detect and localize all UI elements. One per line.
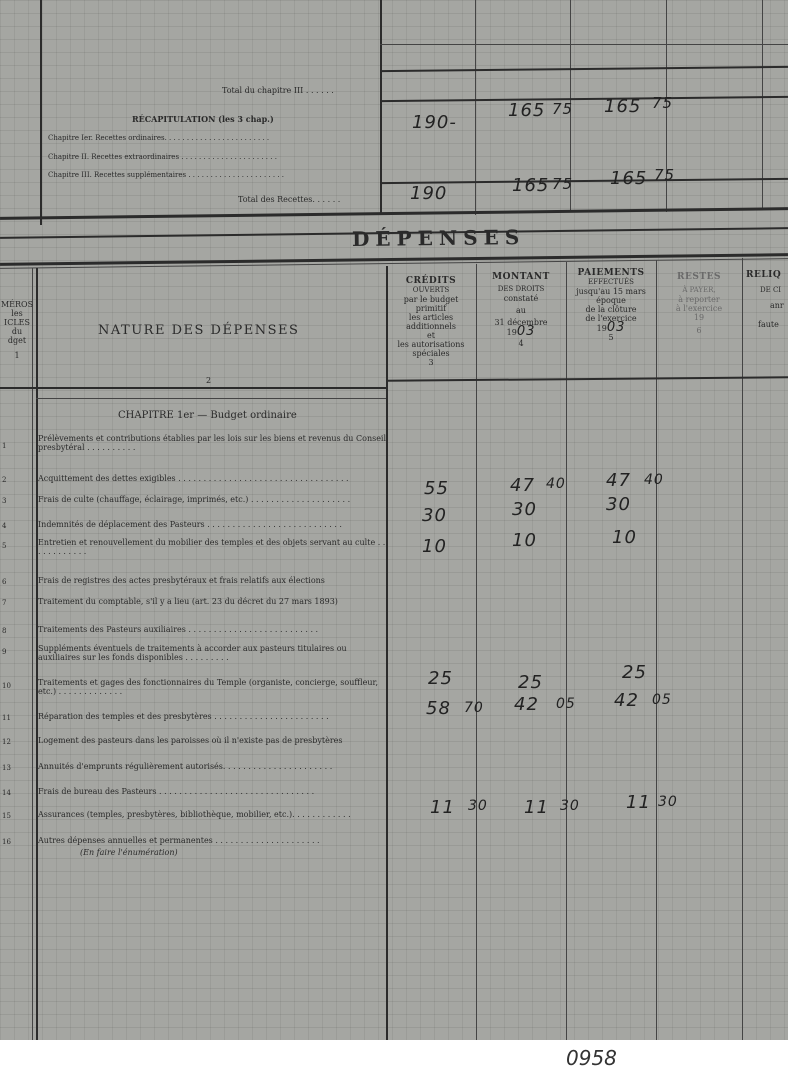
col2-number: 2 <box>206 376 212 385</box>
section-rule <box>0 207 788 220</box>
expense-row-label: Entretien et renouvellement du mobilier des temples et des objets servant au culte . . . . . . . . . . . . <box>38 538 386 556</box>
handwritten-paiement: 30 <box>606 494 631 515</box>
handwritten-credit: 58 <box>426 698 451 719</box>
handwritten-credit: 10 <box>422 536 447 557</box>
recap-row: Chapitre III. Recettes supplémentaires . . . . . . . . . . . . . . . . . . . . . . <box>48 171 285 179</box>
handwritten-value: 75 <box>552 100 574 118</box>
handwritten-montant: 30 <box>512 499 537 520</box>
handwritten-credit-cents: 70 <box>464 700 484 716</box>
handwritten-total: 165 <box>512 175 550 196</box>
reliquats-header: RELIQ DE CI anr faute <box>746 270 784 329</box>
row-line <box>380 66 788 72</box>
expense-row-label: Réparation des temples et des presbytères . . . . . . . . . . . . . . . . . . . . . . . <box>38 712 329 721</box>
row-number: 14 <box>2 789 11 797</box>
expense-row-label: Assurances (temples, presbytères, bibliothèque, mobilier, etc.). . . . . . . . . . . . <box>38 810 351 819</box>
row-number: 6 <box>2 578 7 586</box>
row-number: 2 <box>2 476 7 484</box>
handwritten-credit: 25 <box>428 668 453 689</box>
handwritten-montant: 10 <box>512 530 537 551</box>
handwritten-montant: 47 <box>510 475 535 496</box>
expense-row-label: Frais de culte (chauffage, éclairage, imprimés, etc.) . . . . . . . . . . . . . . . . . . . . <box>38 495 351 504</box>
section-title: DÉPENSES <box>351 224 526 252</box>
header-rule <box>36 398 386 399</box>
handwritten-montant-cents: 05 <box>556 696 576 712</box>
expense-row-label: Frais de bureau des Pasteurs . . . . . . . . . . . . . . . . . . . . . . . . . . . . . . . <box>38 787 315 796</box>
handwritten-montant-cents: 40 <box>546 476 566 492</box>
handwritten-paiement-cents: 05 <box>652 692 672 708</box>
expense-row-label: Logement des pasteurs dans les paroisses où il n'existe pas de presbytères <box>38 736 343 745</box>
handwritten-paiement-cents: 30 <box>658 794 678 810</box>
column-divider <box>32 268 33 1040</box>
expense-row-label: Prélèvements et contributions établies par les lois sur les biens et revenus du Conseil presbytéral . . . . . . . . . . <box>38 434 387 452</box>
row-number: 16 <box>2 838 11 846</box>
handwritten-total: 75 <box>654 166 676 184</box>
handwritten-credit-cents: 30 <box>468 798 488 814</box>
row-line <box>380 44 788 45</box>
handwritten-paiement: 10 <box>612 527 637 548</box>
row-number: 3 <box>2 497 7 505</box>
handwritten-paiement-cents: 40 <box>644 472 664 488</box>
row-number: 5 <box>2 542 7 550</box>
handwritten-paiement: 47 <box>606 470 631 491</box>
total-chapitre-3-label: Total du chapitre III . . . . . . <box>222 86 334 95</box>
chapter-title: CHAPITRE 1er — Budget ordinaire <box>118 410 297 421</box>
row-number: 13 <box>2 764 11 772</box>
row-number: 7 <box>2 599 7 607</box>
recap-row: Chapitre II. Recettes extraordinaires . . . . . . . . . . . . . . . . . . . . . . <box>48 153 277 161</box>
row-number: 4 <box>2 522 7 530</box>
montant-header: MONTANT DES DROITS constaté au 31 décembre 1903 4 <box>492 272 550 348</box>
handwritten-paiement: 42 <box>614 690 639 711</box>
handwritten-total: 190 <box>410 183 448 204</box>
handwritten-total: 75 <box>552 175 574 193</box>
expense-row-label: Traitements des Pasteurs auxiliaires . . . . . . . . . . . . . . . . . . . . . . . . . . <box>38 625 319 634</box>
handwritten-paiement: 25 <box>622 662 647 683</box>
row-number: 15 <box>2 812 11 820</box>
expense-row-label: Autres dépenses annuelles et permanentes . . . . . . . . . . . . . . . . . . . . . <box>38 836 320 845</box>
enumeration-note: (En faire l'énumération) <box>80 848 178 857</box>
row-line <box>380 96 788 102</box>
expense-row-label: Annuités d'emprunts régulièrement autorisés. . . . . . . . . . . . . . . . . . . . . . <box>38 762 333 771</box>
handwritten-total: 165 <box>610 168 648 189</box>
expense-row-label: Indemnités de déplacement des Pasteurs . . . . . . . . . . . . . . . . . . . . . . . . . . . <box>38 520 342 529</box>
header-rule <box>0 387 386 389</box>
credits-header: CRÉDITS OUVERTS par le budget primitif les articles additionnels et les autorisations spéciales 3 <box>397 276 465 367</box>
row-number: 10 <box>2 682 11 690</box>
handwritten-montant: 42 <box>514 694 539 715</box>
header-rule <box>386 376 788 382</box>
paiements-header: PAIEMENTS EFFECTUÉS jusqu'au 15 mars époque de la clôture de l'exercice 1903 5 <box>576 268 646 342</box>
row-number: 1 <box>2 442 7 450</box>
total-recettes-label: Total des Recettes. . . . . . <box>238 195 341 204</box>
row-number: 8 <box>2 627 7 635</box>
handwritten-paiement: 11 <box>626 792 651 813</box>
expense-row-label: Frais de registres des actes presbytéraux et frais relatifs aux élections <box>38 576 325 585</box>
expense-row-label: Acquittement des dettes exigibles . . . . . . . . . . . . . . . . . . . . . . . . . . . . . . . . . . <box>38 474 349 483</box>
handwritten-credit: 11 <box>430 797 455 818</box>
restes-header: RESTES À PAYER, à reporter à l'exercice 19 6 <box>675 272 723 335</box>
page-number: 0958 <box>566 1046 617 1070</box>
handwritten-value: 75 <box>652 94 674 112</box>
expense-row-label: Suppléments éventuels de traitements à accorder aux pasteurs titulaires ou auxiliaires sur les fonds disponibles . . . . . . . . . <box>38 644 347 662</box>
col1-header: MÉROS les ICLES du dget 1 <box>0 300 34 360</box>
handwritten-montant-cents: 30 <box>560 798 580 814</box>
row-number: 9 <box>2 648 7 656</box>
column-divider <box>742 258 743 1040</box>
nature-des-depenses-header: NATURE DES DÉPENSES <box>98 323 300 338</box>
expense-row-label: Traitements et gages des fonctionnaires du Temple (organiste, concierge, souffleur, etc.) . . . . . . . . . . . . . <box>38 678 378 696</box>
handwritten-value: 165 <box>604 96 642 117</box>
recapitulation-title: RÉCAPITULATION (les 3 chap.) <box>132 114 274 124</box>
handwritten-credit: 30 <box>422 505 447 526</box>
expense-row-label: Traitement du comptable, s'il y a lieu (art. 23 du décret du 27 mars 1893) <box>38 597 338 606</box>
handwritten-montant: 25 <box>518 672 543 693</box>
handwritten-montant: 11 <box>524 797 549 818</box>
handwritten-value: 190- <box>412 112 457 133</box>
handwritten-credit: 55 <box>424 478 449 499</box>
recap-row: Chapitre Ier. Recettes ordinaires. . . . . . . . . . . . . . . . . . . . . . . . <box>48 134 270 142</box>
handwritten-value: 165 <box>508 100 546 121</box>
row-number: 11 <box>2 714 11 722</box>
row-number: 12 <box>2 738 11 746</box>
left-border-top <box>40 0 42 225</box>
